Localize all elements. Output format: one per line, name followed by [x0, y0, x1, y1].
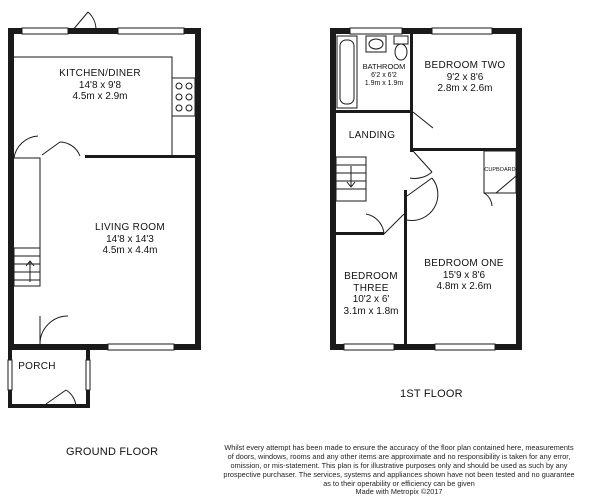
kitchen-window-right — [118, 28, 184, 34]
bedroom-three-label — [336, 271, 406, 317]
disclaimer-line-6: Made with Metropix ©2017 — [355, 487, 443, 497]
porch-south-wall — [8, 404, 90, 408]
hall-door-swing — [14, 136, 38, 158]
bedroom-three-name-2: THREE — [353, 282, 389, 294]
living-window — [108, 344, 174, 350]
bedroom-three-name-1: BEDROOM — [344, 271, 398, 282]
cupboard-door-leaf — [496, 176, 516, 193]
disclaimer-line-1: Whilst every attempt has been made to ensure the accuracy of the floor plan contained here, measurements — [224, 443, 574, 452]
landing-name: LANDING — [348, 130, 396, 141]
bedroom-two-west-wall — [410, 34, 413, 152]
basin-icon — [366, 36, 386, 52]
disclaimer-line-3: omission, or mis-statement. This plan is for illustrative purposes only and should be used as such by any — [230, 460, 568, 470]
kitchen-imperial: 14'8 x 9'8 — [78, 79, 122, 91]
porch-door-swing — [66, 390, 76, 406]
bedroom-two-door-leaf — [413, 151, 432, 172]
bedroom-one-imperial: 15'9 x 8'6 — [442, 269, 486, 281]
bedroom-three-door-leaf — [384, 214, 404, 234]
hall-partition — [14, 158, 40, 285]
bedroom-one-label — [414, 258, 514, 293]
bathroom-window — [350, 28, 402, 34]
porch-door-leaf — [46, 390, 66, 404]
porch-label — [12, 361, 62, 373]
living-name: LIVING ROOM — [95, 222, 165, 233]
bedroom-one-name: BEDROOM ONE — [424, 258, 504, 269]
bathroom-label — [358, 63, 410, 88]
bedroom-three-imperial: 10'2 x 6' — [352, 294, 390, 305]
cupboard-name: CUPBOARD — [484, 167, 516, 173]
bedroom-two-door-swing — [410, 172, 432, 178]
kitchen-door-swing — [60, 142, 80, 156]
bathroom-name: BATHROOM — [362, 62, 406, 71]
cupboard-door-swing — [484, 193, 492, 206]
bedroom-three-window — [344, 344, 394, 350]
bedroom-two-metric: 2.8m x 2.6m — [437, 83, 493, 94]
ground-east-wall — [195, 28, 201, 350]
ground-stairs — [14, 248, 40, 286]
kitchen-window-left — [22, 28, 68, 34]
living-label — [75, 222, 185, 257]
kitchen-living-partition — [85, 155, 195, 158]
bedroom-divider-wall — [404, 190, 407, 350]
porch-window-east — [86, 360, 90, 390]
ground-west-wall — [8, 28, 14, 350]
bedroom-three-door-swing — [366, 214, 384, 234]
landing-label — [340, 130, 404, 142]
kitchen-metric: 4.5m x 2.9m — [72, 91, 128, 102]
kitchen-label — [50, 68, 150, 103]
bedroom-one-window — [435, 344, 495, 350]
bedroom-one-metric: 4.8m x 2.6m — [436, 281, 492, 292]
first-floor-title: 1ST FLOOR — [400, 388, 463, 400]
bedroom-two-imperial: 9'2 x 8'6 — [446, 71, 484, 83]
hob-icon — [172, 78, 195, 116]
ground-floor-title: GROUND FLOOR — [66, 446, 159, 458]
toilet-icon — [394, 36, 408, 60]
bath-icon — [337, 36, 357, 108]
disclaimer-text — [200, 444, 598, 497]
porch-name: PORCH — [18, 361, 56, 372]
bedroom-two-name: BEDROOM TWO — [424, 60, 506, 71]
bedroom-three-metric: 3.1m x 1.8m — [343, 305, 399, 317]
disclaimer-line-2: of doors, windows, rooms and any other items are approximate and no responsibility is taken for any error, — [227, 451, 571, 461]
bedroom-three-north-wall — [336, 232, 384, 235]
first-stairs — [336, 157, 366, 201]
disclaimer-line-4: prospective purchaser. The services, systems and appliances shown have not been tested and no guarantee — [223, 469, 575, 479]
front-door-swing — [40, 316, 68, 344]
kitchen-name: KITCHEN/DINER — [59, 68, 141, 79]
cupboard-label — [482, 167, 518, 173]
disclaimer-line-5: as to their operability or efficiency can be given — [323, 478, 475, 488]
first-east-wall — [516, 28, 522, 350]
bedroom-two-window — [432, 28, 492, 34]
kitchen-door-leaf — [42, 142, 60, 155]
living-metric: 4.5m x 4.4m — [102, 245, 158, 256]
bathroom-south-wall — [336, 110, 413, 113]
bedroom-one-door-leaf — [407, 178, 432, 196]
bathroom-imperial: 6'2 x 6'2 — [371, 71, 397, 79]
bedroom-two-label — [416, 60, 514, 95]
bathroom-metric: 1.9m x 1.9m — [364, 79, 404, 87]
bathroom-door-leaf — [413, 112, 433, 128]
living-imperial: 14'8 x 14'3 — [106, 233, 154, 245]
